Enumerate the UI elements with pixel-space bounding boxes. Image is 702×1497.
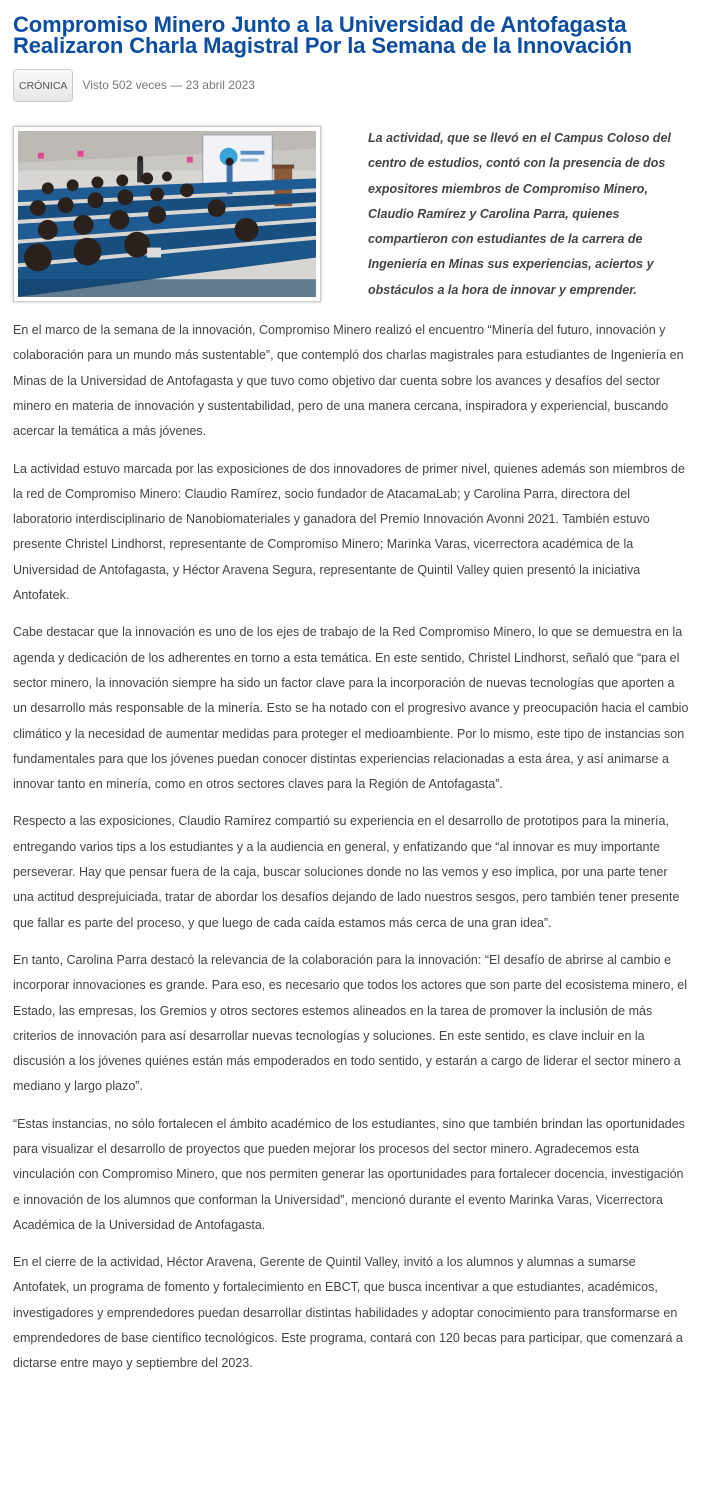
article-body <box>13 126 690 1377</box>
paragraph-6: “Estas instancias, no sólo fortalecen el ámbito académico de los estudiantes, sino que también brindan las oportunidades para visualizar el desarrollo de proyectos que pueden mejorar los procesos del sector minero. Agradecemos esta vinculación con Compromiso Minero, que nos permiten generar las oportunidades para fortalecer docencia, investigación e innovación de los alumnos que conforman la Universidad”, mencionó durante el evento Marinka Varas, Vicerrectora Académica de la Universidad de Antofagasta. <box>13 1116 685 1232</box>
article-meta <box>13 68 690 102</box>
auditorium-photo-icon <box>18 131 316 297</box>
paragraph-7: En el cierre de la actividad, Héctor Aravena, Gerente de Quintil Valley, invitó a los alumnos y alumnas a sumarse Antofatek, un programa de fomento y fortalecimiento en EBCT, que busca incentivar a que estudiantes, académicos, investigadores y emprendedores puedan desarrollar distintas habilidades y adoptar conocimiento para transformarse en emprendedores de base científico tecnológicos. Este programa, contará con 120 becas para participar, que comenzará a dictarse entre mayo y septiembre del 2023. <box>13 1255 683 1371</box>
paragraph-4: Respecto a las exposiciones, Claudio Ramírez compartió su experiencia en el desarrollo de prototipos para la minería, entregando varios tips a los estudiantes y a la audiencia en general, y enfatizando que “al innovar es muy importante perseverar. Hay que pensar fuera de la caja, buscar soluciones donde no las vemos y eso implica, por una parte tener una actitud desprejuiciada, tratar de abordar los desafíos dejando de lado nuestros sesgos, pero también tener presente que fallar es parte del proceso, y que luego de cada caída estamos más cerca de una gran idea”. <box>13 814 680 930</box>
category-badge[interactable]: CRÓNICA <box>13 69 73 102</box>
paragraph-1: En el marco de la semana de la innovación, Compromiso Minero realizó el encuentro “Minería del futuro, innovación y colaboración para un mundo más sustentable”, que contempló dos charlas magistrales para estudiantes de Ingeniería en Minas de la Universidad de Antofagasta y que tuvo como objetivo dar cuenta sobre los avances y desafíos del sector minero en materia de innovación y sustentabilidad, pero de una manera cercana, inspiradora y experiencial, buscando acercar la temática a más jóvenes. <box>13 323 684 439</box>
paragraph-3: Cabe destacar que la innovación es uno de los ejes de trabajo de la Red Compromiso Minero, lo que se demuestra en la agenda y dedicación de los adherentes en torno a esta temática. En este sentido, Christel Lindhorst, señaló que “para el sector minero, la innovación siempre ha sido un factor clave para la incorporación de nuevas tecnologías que aporten a un desarrollo más responsable de la minería. Esto se ha notado con el progresivo avance y preocupación hacia el cambio climático y la necesidad de aumentar medidas para proteger el medioambiente. Por lo mismo, este tipo de instancias son fundamentales para que los jóvenes puedan conocer distintas experiencias relacionadas a esta área, y así animarse a innovar tanto en minería, como en otros sectores claves para la Región de Antofagasta”. <box>13 625 689 792</box>
paragraph-2: La actividad estuvo marcada por las exposiciones de dos innovadores de primer nivel, quienes además son miembros de la red de Compromiso Minero: Claudio Ramírez, socio fundador de AtacamaLab; y Carolina Parra, directora del laboratorio interdisciplinario de Nanobiomateriales y ganadora del Premio Innovación Avonni 2021. También estuvo presente Christel Lindhorst, representante de Compromiso Minero; Marinka Varas, vicerrectora académica de la Universidad de Antofagasta, y Héctor Aravena Segura, representante de Quintil Valley quien presentó la iniciativa Antofatek. <box>13 461 685 603</box>
article-title[interactable]: Compromiso Minero Junto a la Universidad de Antofagasta Realizaron Charla Magistral Por la Semana de la Innovación <box>13 12 632 58</box>
paragraph-5: En tanto, Carolina Parra destacó la relevancia de la colaboración para la innovación: “El desafío de abrirse al cambio e incorporar innovaciones es grande. Para eso, es necesario que todos los actores que son parte del ecosistema minero, el Estado, las empresas, los Gremios y otros sectores estemos alineados en la tarea de promover la inclusión de más criterios de innovación para así desarrollar nuevas tecnologías y soluciones. En este sentido, es clave incluir en la discusión a los jóvenes quiénes están más empoderados en todo sentido, y estarán a cargo de liderar el sector minero a mediano y largo plazo”. <box>13 952 687 1094</box>
article-image <box>13 126 321 302</box>
views-and-date: Visto 502 veces — 23 abril 2023 <box>82 78 255 92</box>
article-lead: La actividad, que se llevó en el Campus Coloso del centro de estudios, contó con la presencia de dos expositores miembros de Compromiso Minero, Claudio Ramírez y Carolina Parra, quienes compartieron con estudiantes de la carrera de Ingeniería en Minas sus experiencias, aciertos y obstáculos a la hora de innovar y emprender. <box>368 131 671 297</box>
